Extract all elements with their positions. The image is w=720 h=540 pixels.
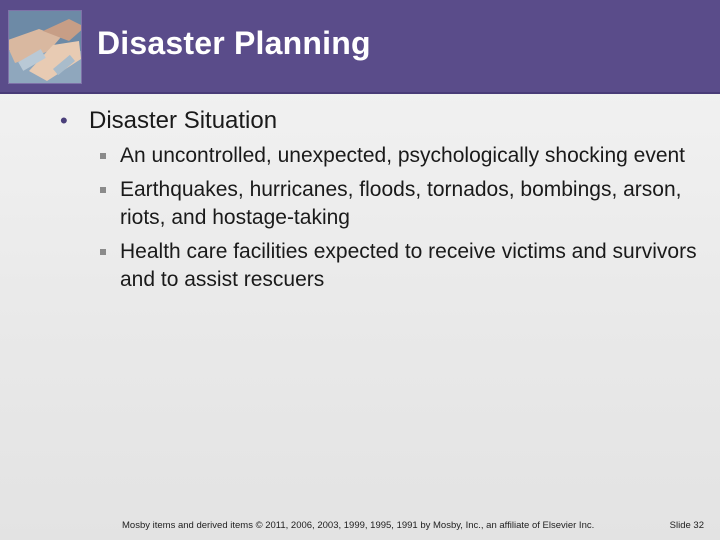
- main-bullet: [60, 104, 700, 138]
- sub-bullet-item: [60, 176, 700, 232]
- copyright-footer: Mosby items and derived items © 2011, 2006, 2003, 1999, 1995, 1991 by Mosby, Inc., an affiliate of Elsevier Inc.: [122, 520, 595, 531]
- square-bullet-icon: [100, 187, 106, 193]
- slide-number: Slide 32: [669, 520, 704, 531]
- sub-bullet-item: [60, 238, 700, 294]
- sub-bullet-text: Health care facilities expected to receive victims and survivors and to assist rescuers: [120, 240, 697, 291]
- sub-bullet-list: [60, 142, 700, 294]
- bullet-dot-icon: •: [60, 108, 68, 133]
- main-bullet-text: Disaster Situation: [89, 107, 278, 134]
- sub-bullet-item: [60, 142, 700, 170]
- square-bullet-icon: [100, 249, 106, 255]
- hands-clasped-photo: [8, 10, 82, 84]
- sub-bullet-text: An uncontrolled, unexpected, psychologically shocking event: [120, 144, 686, 167]
- slide-content: [60, 104, 700, 300]
- sub-bullet-text: Earthquakes, hurricanes, floods, tornados, bombings, arson, riots, and hostage-taking: [120, 178, 682, 229]
- title-bar: [0, 0, 720, 94]
- slide-title: Disaster Planning: [97, 25, 371, 61]
- square-bullet-icon: [100, 153, 106, 159]
